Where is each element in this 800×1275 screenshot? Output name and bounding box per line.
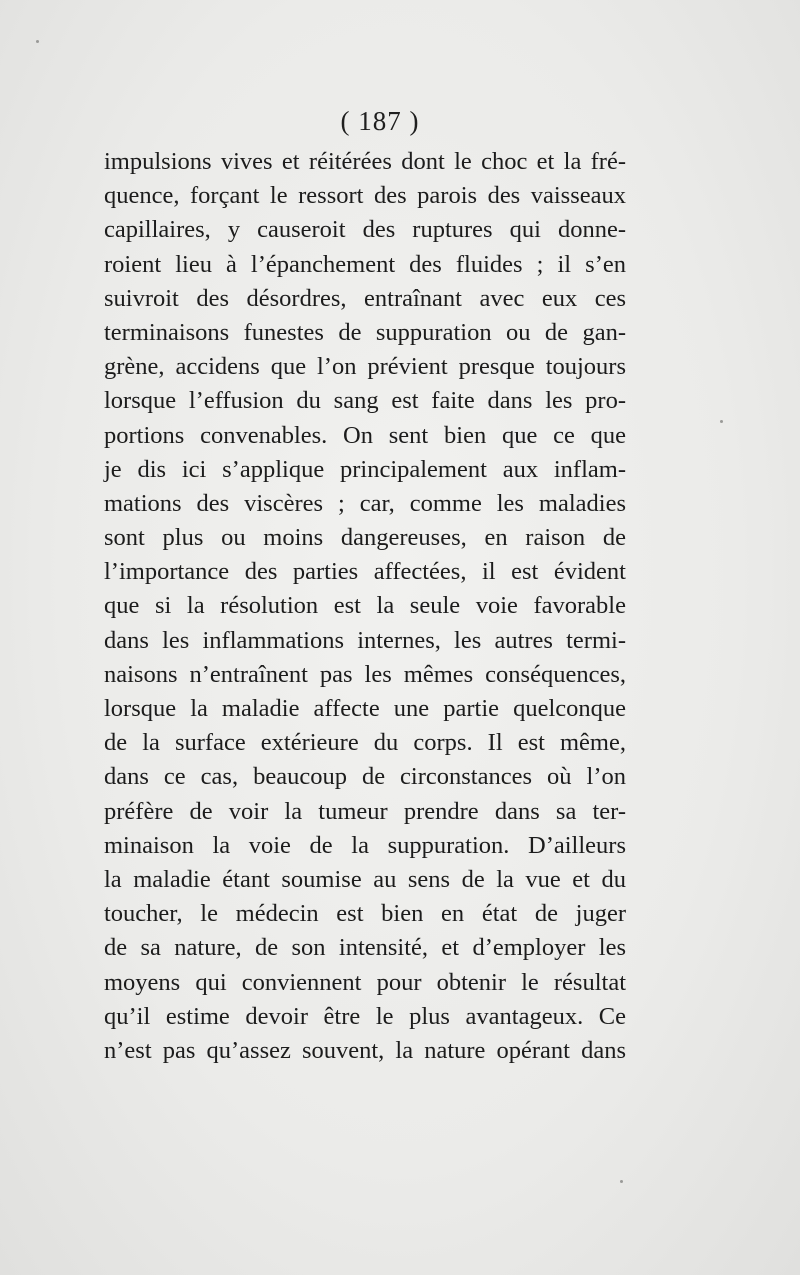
paper-speck [720,420,723,423]
paper-speck [36,40,39,43]
text-line: dans ce cas, beaucoup de circonstances où l’on [104,763,626,791]
text-line: qu’il estime devoir être le plus avantageux. Ce [104,1002,626,1030]
text-line: préfère de voir la tumeur prendre dans sa ter- [104,797,626,825]
text-line: de la surface extérieure du corps. Il est même, [104,729,626,757]
text-line: la maladie étant soumise au sens de la vue et du [104,865,626,893]
text-line: sont plus ou moins dangereuses, en raison de [104,524,626,552]
text-line: suivroit des désordres, entraînant avec eux ces [104,284,626,312]
text-line: je dis ici s’applique principalement aux inflam- [104,455,626,483]
text-line: impulsions vives et réitérées dont le choc et la fré- [104,148,626,175]
text-line: toucher, le médecin est bien en état de juger [104,900,626,928]
text-line: moyens qui conviennent pour obtenir le résultat [104,968,626,996]
text-line: lorsque la maladie affecte une partie quelconque [104,695,626,722]
text-line: dans les inflammations internes, les autres termi- [104,626,626,654]
text-line: naisons n’entraînent pas les mêmes conséquences, [104,660,626,688]
body-text [104,145,626,1068]
text-line: portions convenables. On sent bien que ce que [104,421,626,449]
text-line: n’est pas qu’assez souvent, la nature opérant dans [104,1036,626,1064]
text-line: mations des viscères ; car, comme les maladies [104,489,626,517]
text-line: quence, forçant le ressort des parois des vaisseaux [104,182,626,210]
text-line: de sa nature, de son intensité, et d’employer les [104,934,626,962]
text-line: que si la résolution est la seule voie favorable [104,592,626,620]
text-line: minaison la voie de la suppuration. D’ailleurs [104,831,626,859]
text-line: l’importance des parties affectées, il est évident [104,558,626,586]
text-line: capillaires, y causeroit des ruptures qui donne- [104,216,626,244]
text-line: terminaisons funestes de suppuration ou de gan- [104,318,626,346]
text-line: lorsque l’effusion du sang est faite dans les pro- [104,387,626,415]
page-number: ( 187 ) [340,106,420,136]
paper-speck [620,1180,623,1183]
text-line: roient lieu à l’épanchement des fluides ; il s’en [104,250,626,278]
text-line: grène, accidens que l’on prévient presque toujours [104,353,626,381]
